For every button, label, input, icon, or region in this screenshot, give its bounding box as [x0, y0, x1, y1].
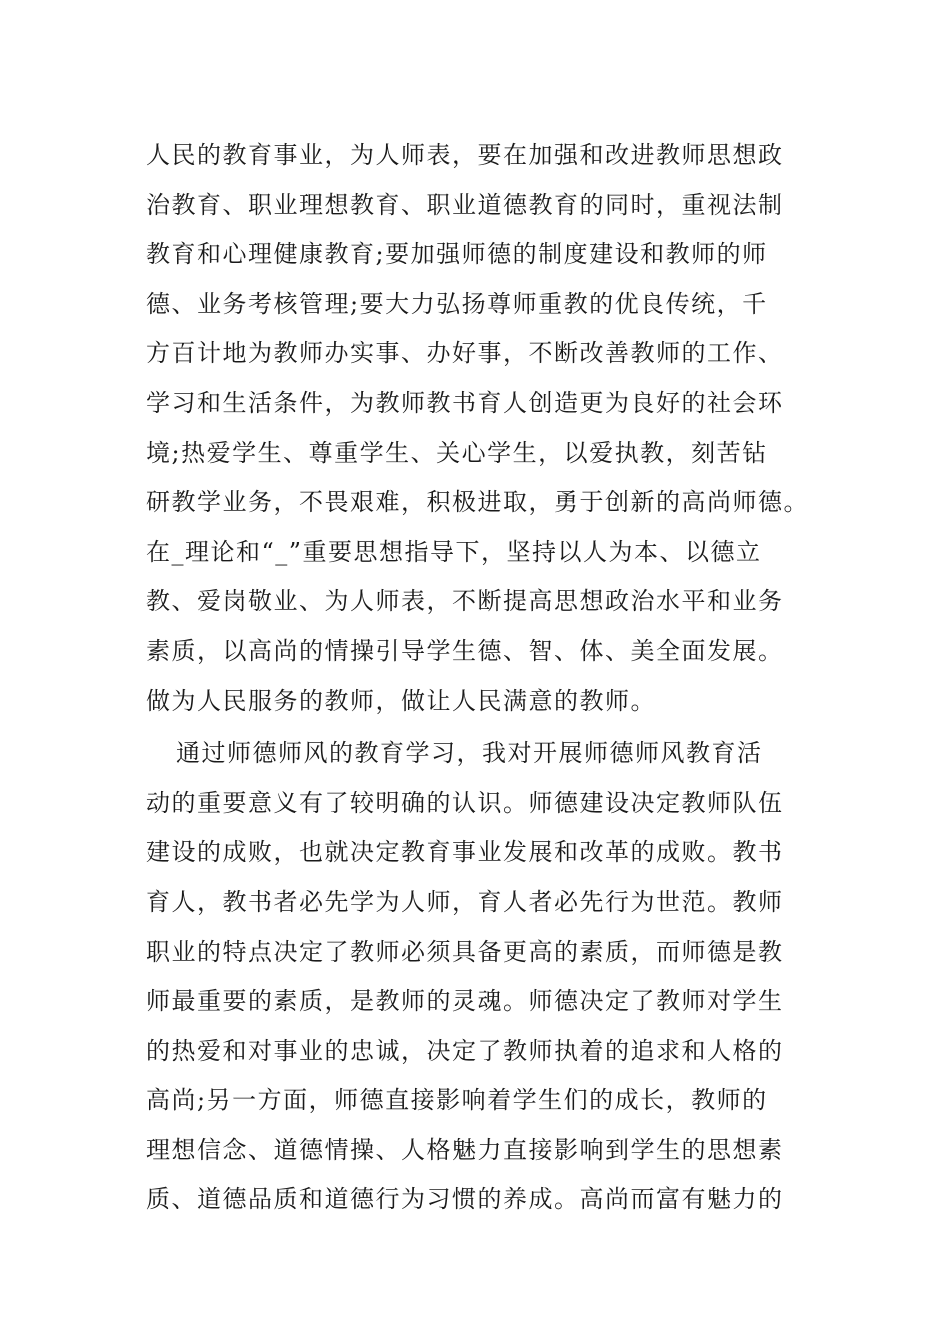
body-text	[146, 131, 809, 1225]
text-line: 素质，以高尚的情操引导学生德、智、体、美全面发展。	[146, 636, 784, 665]
text-line: 人民的教育事业，为人师表，要在加强和改进教师思想政	[146, 141, 784, 169]
text-line: 理想信念、道德情操、人格魅力直接影响到学生的思想素	[146, 1135, 784, 1164]
text-line: 质、道德品质和道德行为习惯的养成。高尚而富有魅力的	[146, 1185, 784, 1214]
text-line: 的热爱和对事业的忠诚，决定了教师执着的追求和人格的	[146, 1036, 784, 1065]
text-line: 教、爱岗敬业、为人师表，不断提高思想政治水平和业务	[146, 587, 784, 616]
text-line: 动的重要意义有了较明确的认识。师德建设决定教师队伍	[146, 788, 784, 817]
text-line: 高尚;另一方面，师德直接影响着学生们的成长，教师的	[146, 1086, 768, 1115]
text-line: 育人，教书者必先学为人师，育人者必先行为世范。教师	[146, 887, 784, 916]
text-line: 德、业务考核管理;要大力弘扬尊师重教的优良传统，千	[146, 289, 768, 318]
paragraph-start-line: 通过师德师风的教育学习，我对开展师德师风教育活	[176, 739, 763, 768]
text-line: 研教学业务，不畏艰难，积极进取，勇于创新的高尚师德。	[146, 488, 809, 517]
text-line: 在_理论和“_”重要思想指导下，坚持以人为本、以德立	[146, 537, 762, 566]
text-line: 教育和心理健康教育;要加强师德的制度建设和教师的师	[146, 240, 768, 269]
text-line: 境;热爱学生、尊重学生、关心学生，以爱执教，刻苦钻	[146, 438, 768, 467]
text-line: 治教育、职业理想教育、职业道德教育的同时，重视法制	[146, 190, 784, 219]
text-line: 做为人民服务的教师，做让人民满意的教师。	[146, 686, 656, 715]
text-line: 学习和生活条件，为教师教书育人创造更为良好的社会环	[146, 388, 784, 417]
text-line: 方百计地为教师办实事、办好事，不断改善教师的工作、	[146, 339, 784, 368]
text-line: 职业的特点决定了教师必须具备更高的素质，而师德是教	[146, 937, 784, 966]
text-line: 师最重要的素质，是教师的灵魂。师德决定了教师对学生	[146, 987, 784, 1016]
text-line: 建设的成败，也就决定教育事业发展和改革的成败。教书	[146, 838, 784, 867]
